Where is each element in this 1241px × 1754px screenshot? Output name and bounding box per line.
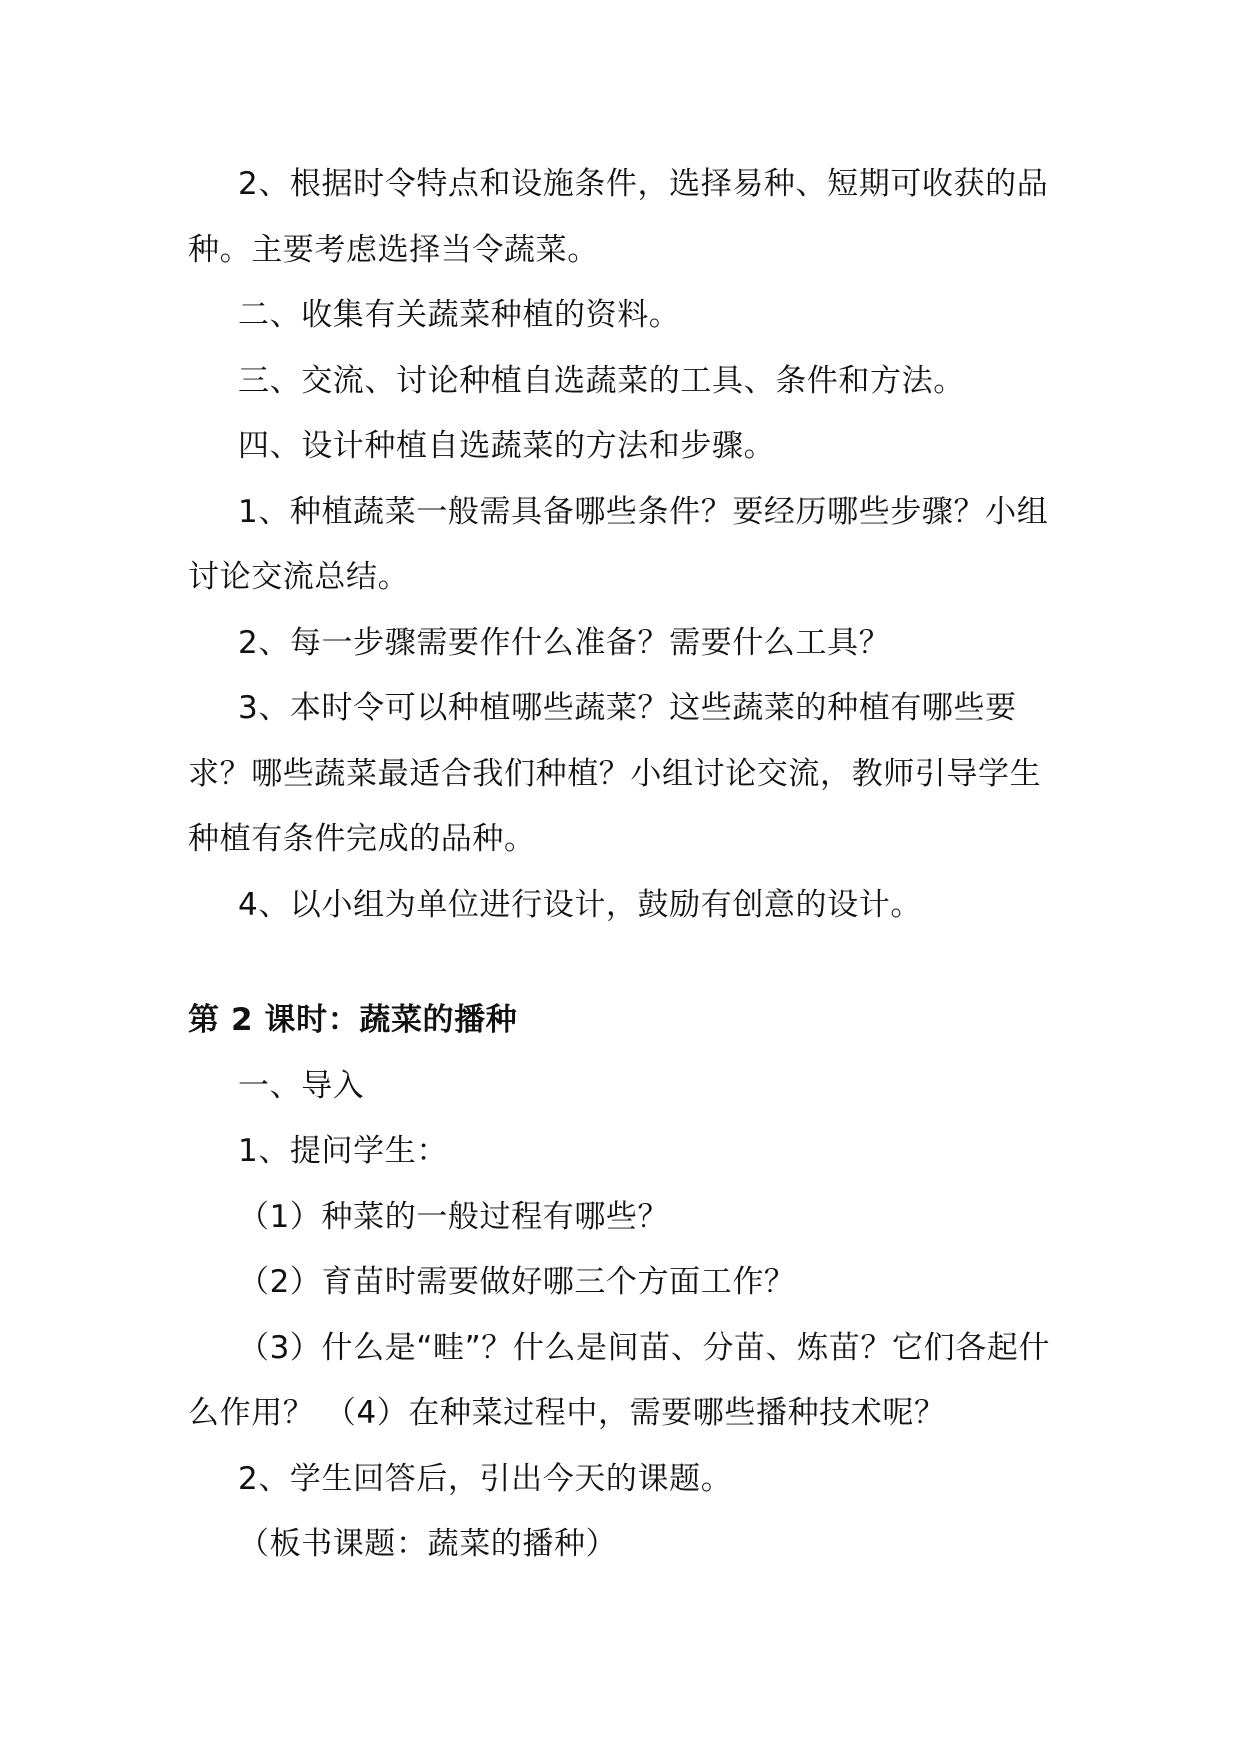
document-body	[188, 152, 1060, 1578]
paragraph-question-1: （1）种菜的一般过程有哪些？	[238, 1198, 670, 1235]
paragraph-group-design: 4、以小组为单位进行设计，鼓励有创意的设计。	[238, 886, 922, 923]
paragraph-conditions-question: 1、种植蔬菜一般需具备哪些条件？要经历哪些步骤？小组讨论交流总结。	[188, 493, 1049, 595]
paragraph-design-steps: 四、设计种植自选蔬菜的方法和步骤。	[238, 428, 776, 464]
paragraph-collect-materials: 二、收集有关蔬菜种植的资料。	[238, 297, 681, 333]
paragraph-question-3-4: （3）什么是“畦”？什么是间苗、分苗、炼苗？它们各起什么作用？ （4）在种菜过程中，需要哪些播种技术呢？	[188, 1329, 1051, 1431]
lesson-heading: 第 2 课时：蔬菜的播种	[188, 1002, 518, 1038]
paragraph-ask-students: 1、提问学生：	[238, 1133, 448, 1169]
paragraph-discuss-tools: 三、交流、讨论种植自选蔬菜的工具、条件和方法。	[238, 362, 965, 399]
paragraph-introduction: 一、导入	[238, 1067, 365, 1104]
paragraph-select-varieties: 2、根据时令特点和设施条件，选择易种、短期可收获的品种。主要考虑选择当令蔬菜。	[188, 166, 1049, 268]
paragraph-preparation-question: 2、每一步骤需要作什么准备？需要什么工具？	[238, 624, 891, 661]
paragraph-seasonal-vegetables: 3、本时令可以种植哪些蔬菜？这些蔬菜的种植有哪些要求？哪些蔬菜最适合我们种植？小组讨论交流，教师引导学生种植有条件完成的品种。	[188, 690, 1042, 857]
paragraph-students-answer: 2、学生回答后，引出今天的课题。	[238, 1460, 733, 1497]
paragraph-question-2: （2）育苗时需要做好哪三个方面工作？	[238, 1264, 796, 1300]
paragraph-board-title: （板书课题：蔬菜的播种）	[238, 1526, 618, 1562]
